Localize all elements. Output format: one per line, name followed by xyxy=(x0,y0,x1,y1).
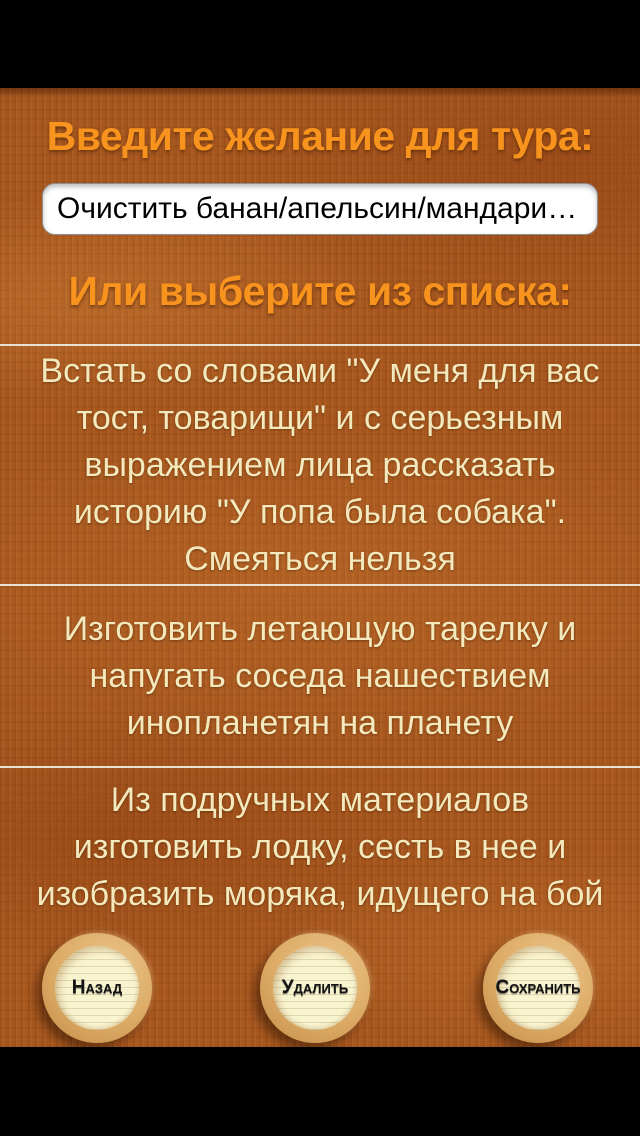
status-bar xyxy=(0,0,640,88)
bottom-buttons-row xyxy=(0,933,640,1043)
bottom-black-bar xyxy=(0,1047,640,1136)
wish-item-text: Изготовить летающую тарелку и напугать соседа нашествием инопланетян на планету xyxy=(63,609,577,742)
delete-button-face xyxy=(273,946,357,1030)
wish-text-input[interactable] xyxy=(42,183,598,235)
back-button-face xyxy=(55,946,139,1030)
save-button-label: Сохранить xyxy=(495,977,581,998)
delete-button-label: Удалить xyxy=(281,977,349,998)
title-choose-from-list: Или выберите из списка: xyxy=(68,268,572,314)
wish-list-item[interactable] xyxy=(0,766,640,926)
back-button[interactable] xyxy=(42,933,152,1043)
title-enter-wish: Введите желание для тура: xyxy=(46,113,594,159)
wish-item-text: Из подручных материалов изготовить лодку, сесть в нее и изобразить моряка, идущего на бой xyxy=(36,780,604,913)
wish-list xyxy=(0,344,640,926)
wood-background xyxy=(0,88,640,1047)
delete-button[interactable] xyxy=(260,933,370,1043)
save-button[interactable] xyxy=(483,933,593,1043)
back-button-label: Назад xyxy=(71,977,123,998)
wish-list-item[interactable] xyxy=(0,584,640,766)
wish-list-item[interactable] xyxy=(0,344,640,584)
save-button-face xyxy=(496,946,580,1030)
wish-item-text: Встать со словами "У меня для вас тост, товарищи" и с серьезным выражением лица рассказать историю "У попа была собака". Смеяться нельзя xyxy=(40,351,600,578)
